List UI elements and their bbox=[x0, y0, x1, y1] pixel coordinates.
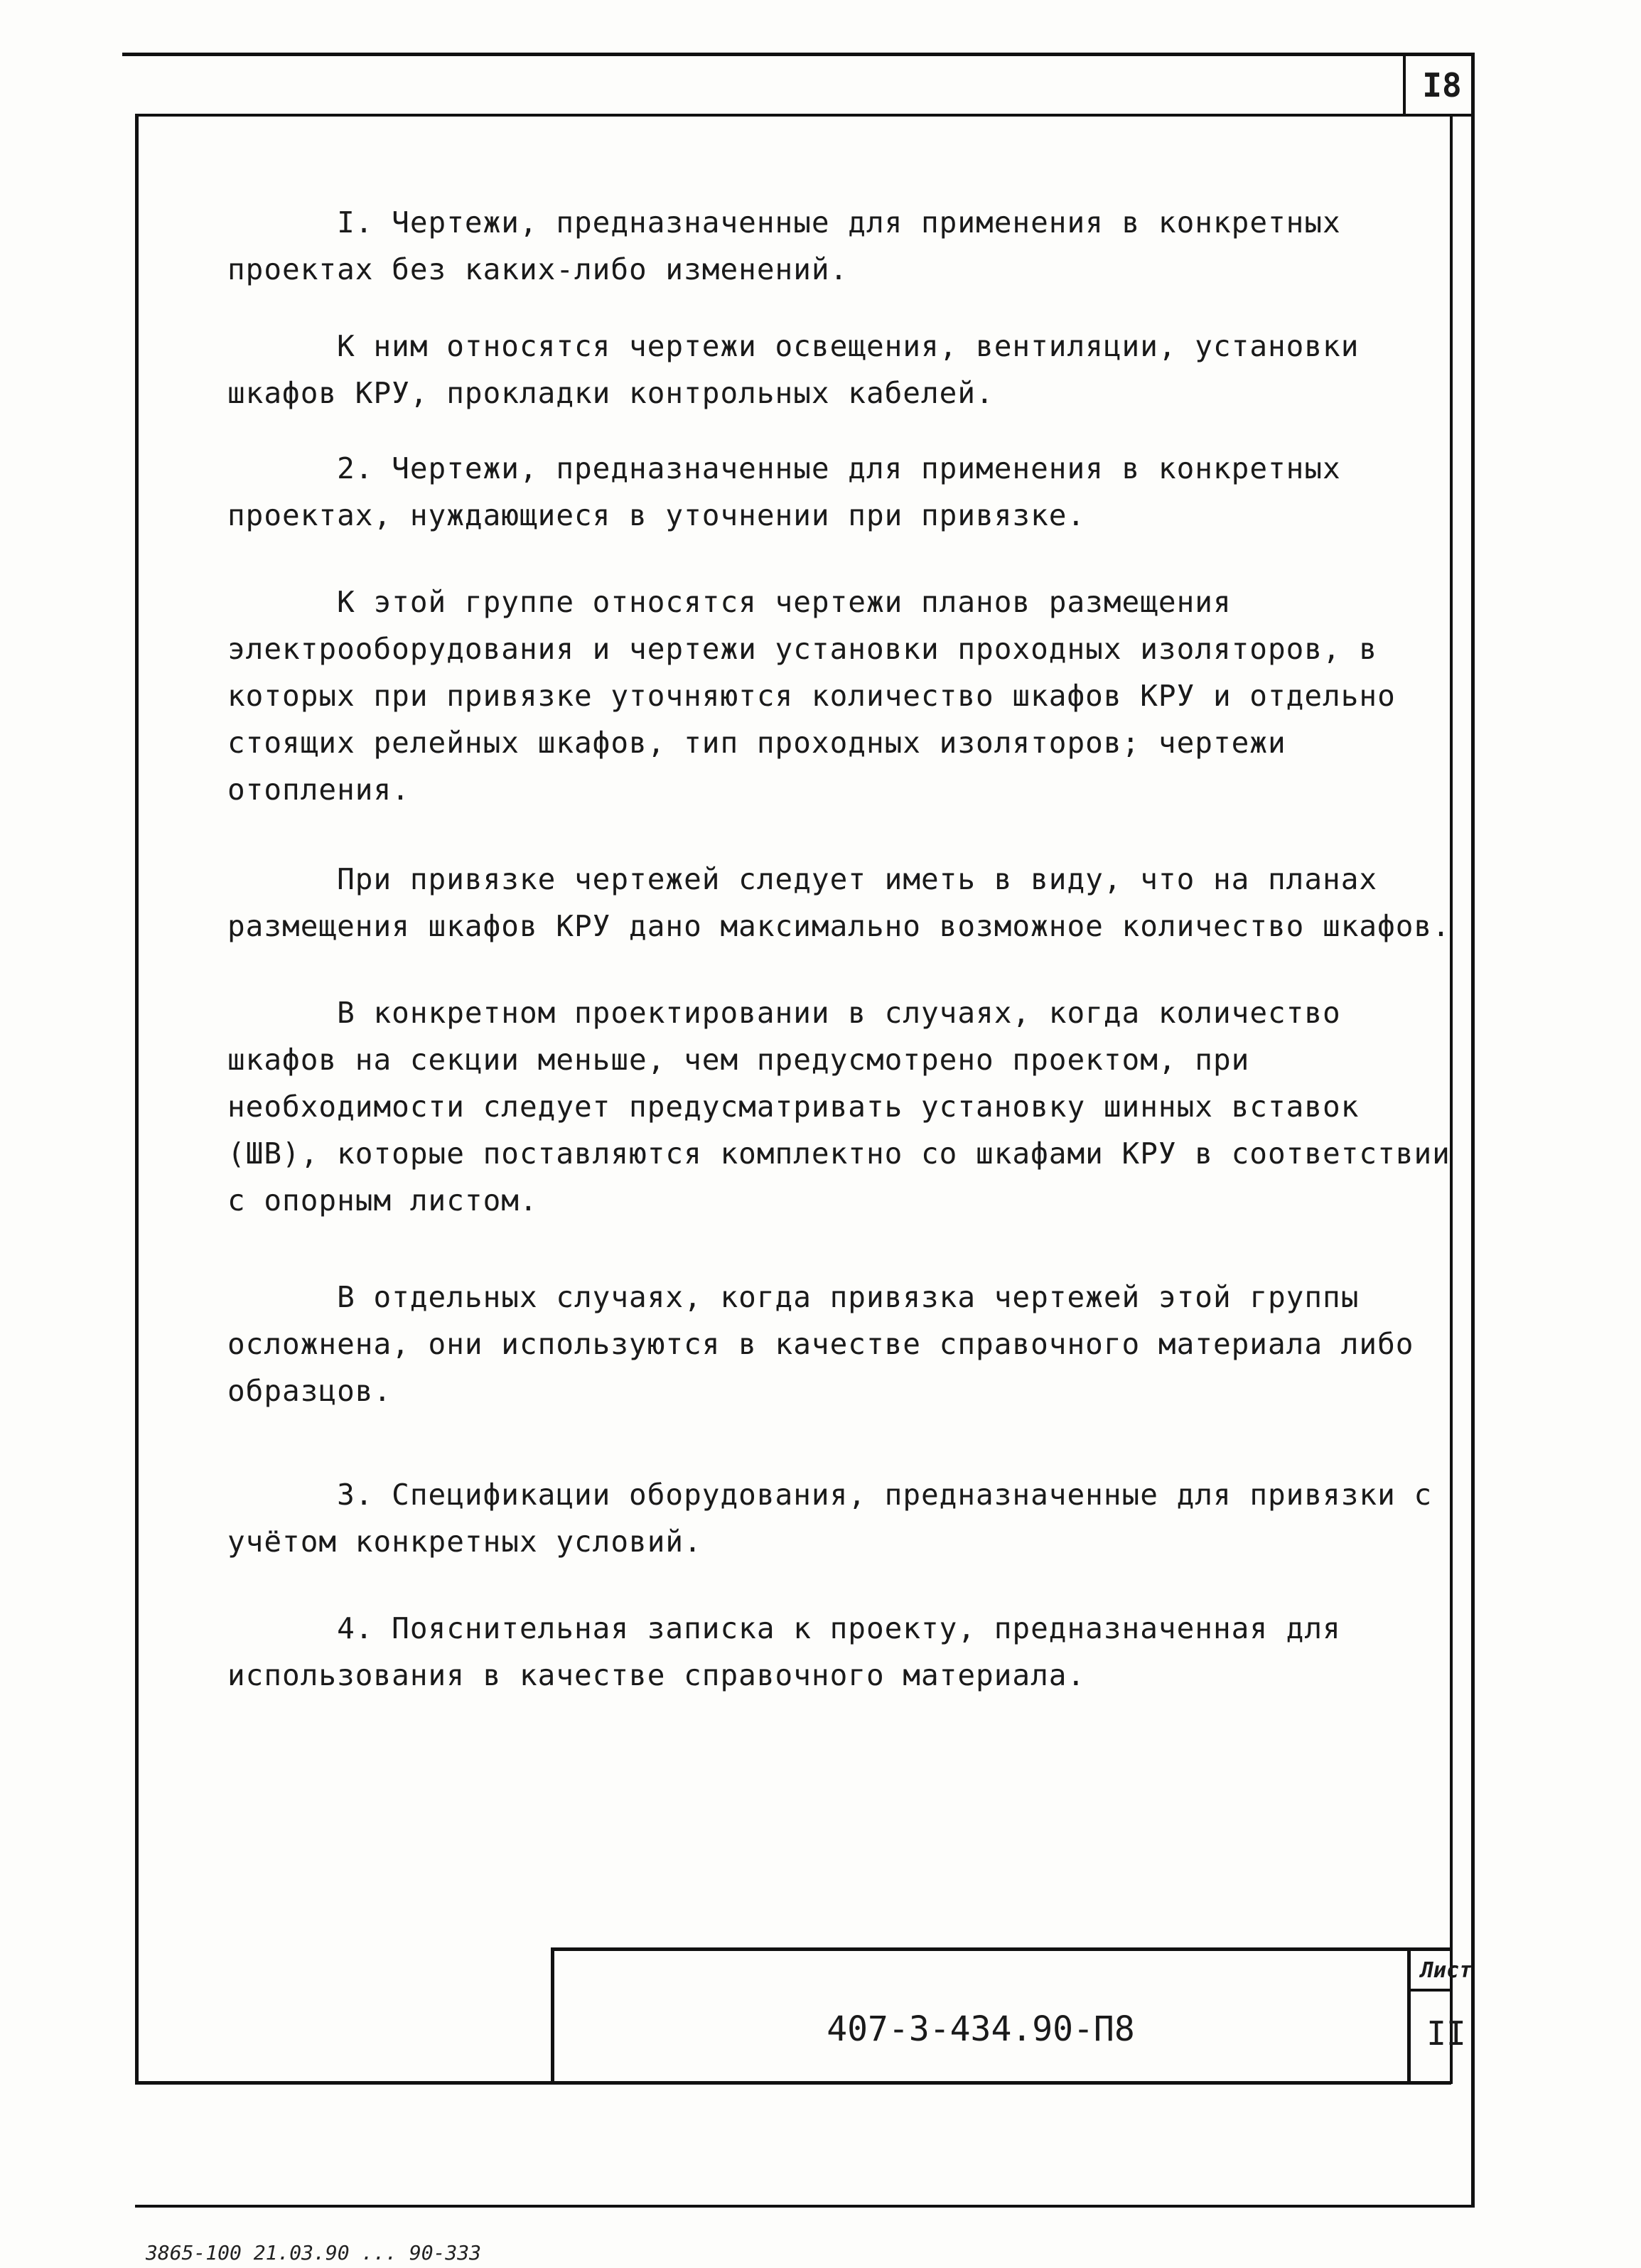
paragraph-3: 2. Чертежи, предназначенные для применения в конкретных проектах, нуждающиеся в уточнении при привязке. bbox=[227, 451, 1360, 532]
paragraph-9: 4. Пояснительная записка к проекту, предназначенная для использования в качестве справочного материала. bbox=[227, 1611, 1360, 1692]
page-number-box-left bbox=[1403, 53, 1406, 115]
stamp-top-line bbox=[551, 1947, 1452, 1951]
stamp-sheet-label-line bbox=[1407, 1989, 1451, 1992]
frame-bottom-line bbox=[135, 2081, 1451, 2085]
paragraph-8: 3. Спецификации оборудования, предназначенные для привязки с учётом конкретных условий. bbox=[227, 1478, 1451, 1559]
paragraph-6: В конкретном проектировании в случаях, когда количество шкафов на секции меньше, чем предусмотрено проектом, при необходимости следует предусматривать установку шинных вставок (ШВ), которые поставляются комплектно со шкафами КРУ в соответствии с опорным листом. bbox=[227, 996, 1469, 1218]
footer-archive-note: 3865-100 21.03.90 ... 90-333 bbox=[146, 2241, 482, 2264]
document-code: 407-3-434.90-П8 bbox=[827, 2009, 1135, 2049]
sheet-label: Лист bbox=[1420, 1958, 1473, 1983]
stamp-left-line bbox=[551, 1947, 554, 2082]
stamp-sheet-divider bbox=[1407, 1947, 1411, 2082]
frame-page-bottom-line bbox=[135, 2205, 1475, 2208]
paragraph-7: В отдельных случаях, когда привязка чертежей этой группы осложнена, они используются в качестве справочного материала либо образцов. bbox=[227, 1280, 1433, 1408]
paragraph-2: К ним относятся чертежи освещения, вентиляции, установки шкафов КРУ, прокладки контрольных кабелей. bbox=[227, 329, 1378, 410]
frame-left-line bbox=[135, 115, 139, 2084]
paragraph-5: При привязке чертежей следует иметь в виду, что на планах размещения шкафов КРУ дано максимально возможное количество шкафов. bbox=[227, 862, 1451, 943]
page-number: I8 bbox=[1422, 66, 1462, 104]
main-text bbox=[227, 199, 1469, 1699]
frame-top-line bbox=[122, 53, 1474, 56]
sheet-number: II bbox=[1426, 2014, 1466, 2053]
paragraph-4: К этой группе относятся чертежи планов размещения электрооборудования и чертежи установки проходных изоляторов, в которых при привязке уточняются количество шкафов КРУ и отдельно стоящих релейных шкафов, тип проходных изоляторов; чертежи отопления. bbox=[227, 585, 1414, 807]
frame-right-outer-line bbox=[1471, 53, 1475, 2208]
frame-inner-top-line bbox=[135, 114, 1475, 117]
paragraph-1: I. Чертежи, предназначенные для применения в конкретных проектах без каких-либо изменений. bbox=[227, 205, 1360, 286]
